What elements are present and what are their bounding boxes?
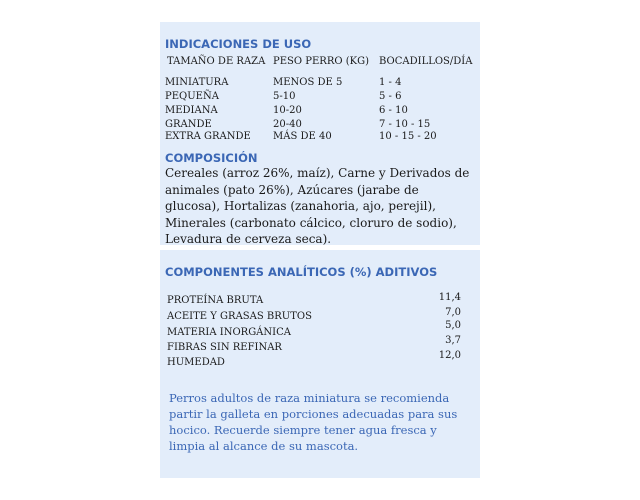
analytical-panel	[160, 250, 480, 478]
table-cell-size: EXTRA GRANDE	[165, 131, 251, 142]
composition-heading: COMPOSICIÓN	[165, 151, 258, 165]
analytical-label: ACEITE Y GRASAS BRUTOS	[167, 311, 312, 322]
table-cell-weight: 10-20	[273, 105, 302, 116]
analytical-label: MATERIA INORGÁNICA	[167, 327, 291, 338]
table-cell-weight: 20-40	[273, 119, 302, 130]
analytical-value: 7,0	[445, 307, 461, 318]
usage-note: Perros adultos de raza miniatura se recomienda partir la galleta en porciones adecuadas para sus hocico. Recuerde siempre tener agua fresca y limpia al alcance de su mascota.	[169, 391, 458, 453]
table-cell-snacks: 5 - 6	[379, 91, 402, 102]
table-cell-snacks: 6 - 10	[379, 105, 408, 116]
column-header-size: TAMAÑO DE RAZA	[167, 56, 266, 67]
table-cell-size: MINIATURA	[165, 77, 229, 88]
table-cell-weight: MÁS DE 40	[273, 131, 332, 142]
usage-heading: INDICACIONES DE USO	[165, 37, 312, 51]
table-cell-weight: 5-10	[273, 91, 296, 102]
table-cell-snacks: 7 - 10 - 15	[379, 119, 431, 130]
analytical-value: 3,7	[445, 335, 461, 346]
analytical-value: 12,0	[438, 350, 461, 361]
analytical-value: 5,0	[445, 320, 461, 331]
analytical-value: 11,4	[438, 292, 461, 303]
table-cell-snacks: 10 - 15 - 20	[379, 131, 437, 142]
table-cell-snacks: 1 - 4	[379, 77, 402, 88]
analytical-heading: COMPONENTES ANALÍTICOS (%) ADITIVOS	[165, 265, 438, 279]
usage-panel	[160, 22, 480, 245]
analytical-label: FIBRAS SIN REFINAR	[167, 342, 282, 353]
analytical-label: PROTEÍNA BRUTA	[167, 295, 264, 306]
table-cell-size: MEDIANA	[165, 105, 218, 116]
composition-text: Cereales (arroz 26%, maíz), Carne y Derivados de animales (pato 26%), Azúcares (jarabe de glucosa), Hortalizas (zanahoria, ajo, perejil), Minerales (carbonato cálcico, cloruro de sodio), Levadura de cerveza seca).	[165, 166, 470, 246]
table-cell-weight: MENOS DE 5	[273, 77, 343, 88]
table-cell-size: PEQUEÑA	[165, 91, 219, 102]
column-header-snacks: BOCADILLOS/DÍA	[379, 56, 473, 67]
analytical-label: HUMEDAD	[167, 357, 225, 368]
column-header-weight: PESO PERRO (KG)	[273, 56, 369, 67]
table-cell-size: GRANDE	[165, 119, 212, 130]
